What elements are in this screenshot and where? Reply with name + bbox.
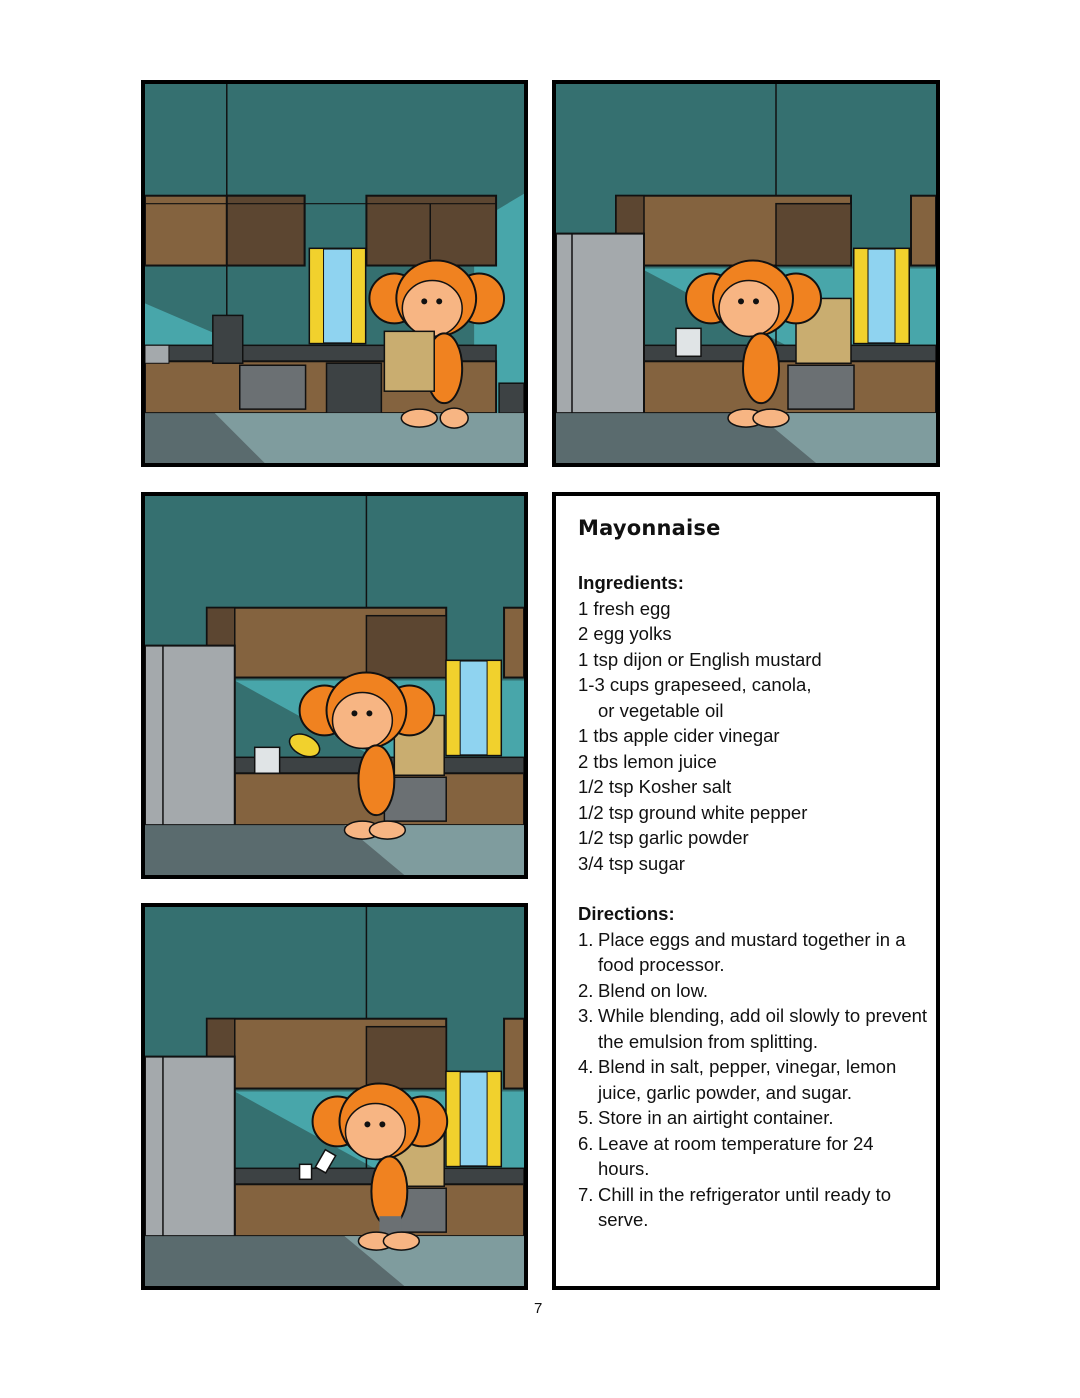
kitchen-scene-illustration xyxy=(145,84,524,463)
comic-panel-2 xyxy=(552,80,940,467)
page-number: 7 xyxy=(534,1300,543,1317)
recipe-body xyxy=(578,570,928,1233)
section-gap xyxy=(578,876,928,901)
directions-list xyxy=(578,927,928,1233)
ingredient-item: 2 egg yolks xyxy=(578,623,672,644)
ingredient-item: 1/2 tsp garlic powder xyxy=(578,827,749,848)
ingredient-item: 1 tsp dijon or English mustard xyxy=(578,648,822,670)
comic-panel-3 xyxy=(141,492,528,879)
ingredient-item: 1-3 cups grapeseed, canola, or vegetable oil xyxy=(578,674,812,721)
kitchen-scene-illustration xyxy=(145,907,524,1286)
kitchen-scene-illustration xyxy=(556,84,936,463)
direction-step: 4. Blend in salt, pepper, vinegar, lemon juice, garlic powder, and sugar. xyxy=(578,1056,897,1103)
recipe-title: Mayonnaise xyxy=(578,516,721,540)
ingredient-item: 1/2 tsp ground white pepper xyxy=(578,801,808,823)
comic-panel-4 xyxy=(141,903,528,1290)
directions-heading: Directions: xyxy=(578,903,675,924)
recipe-panel xyxy=(552,492,940,1290)
ingredient-item: 2 tbs lemon juice xyxy=(578,750,717,772)
ingredient-item: 1 tbs apple cider vinegar xyxy=(578,725,780,746)
ingredients-list xyxy=(578,596,928,877)
direction-step: 6. Leave at room temperature for 24 hours. xyxy=(578,1132,874,1179)
ingredient-item: 1 fresh egg xyxy=(578,597,671,619)
ingredients-heading: Ingredients: xyxy=(578,572,684,593)
direction-step: 3. While blending, add oil slowly to prevent the emulsion from splitting. xyxy=(578,1005,928,1052)
direction-step: 5. Store in an airtight container. xyxy=(578,1107,834,1128)
ingredient-item: 1/2 tsp Kosher salt xyxy=(578,776,732,797)
comic-panel-1 xyxy=(141,80,528,467)
direction-step: 1. Place eggs and mustard together in a food processor. xyxy=(578,928,906,975)
direction-step: 2. Blend on low. xyxy=(578,979,709,1001)
direction-step: 7. Chill in the refrigerator until ready to serve. xyxy=(578,1183,892,1230)
ingredient-item: 3/4 tsp sugar xyxy=(578,852,685,874)
kitchen-scene-illustration xyxy=(145,496,524,875)
